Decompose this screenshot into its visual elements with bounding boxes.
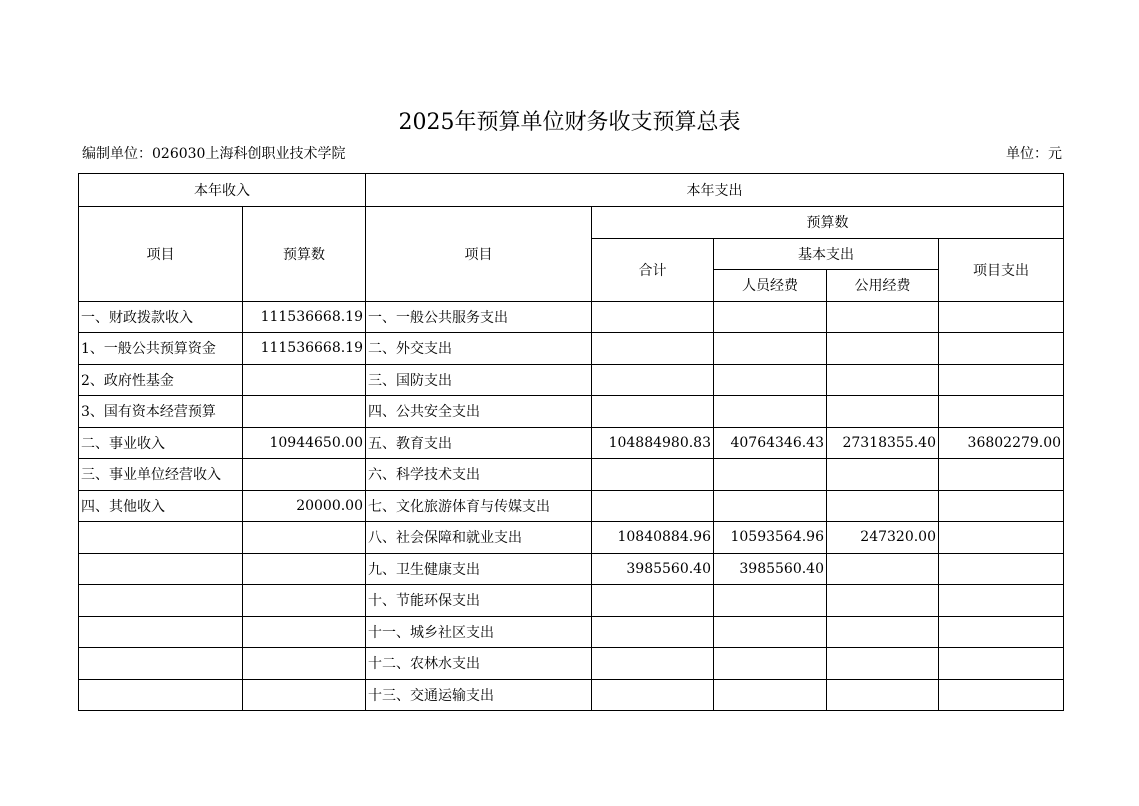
table-row xyxy=(79,364,1064,396)
total-header: 合计 xyxy=(592,238,714,301)
table-row xyxy=(79,679,1064,711)
personnel-cell: 10593564.96 xyxy=(714,522,827,554)
income-amount-cell xyxy=(243,679,366,711)
budget-summary-table xyxy=(78,173,1064,711)
budget-number-header: 预算数 xyxy=(592,207,1064,239)
table-row xyxy=(79,585,1064,617)
expense-item-cell: 十一、城乡社区支出 xyxy=(366,616,592,648)
project-cell xyxy=(939,490,1064,522)
personnel-cell: 3985560.40 xyxy=(714,553,827,585)
income-amount-cell xyxy=(243,396,366,428)
public-cell xyxy=(827,679,939,711)
personnel-header: 人员经费 xyxy=(714,270,827,302)
public-cell xyxy=(827,459,939,491)
section-header-row xyxy=(79,174,1064,207)
public-cell xyxy=(827,490,939,522)
income-item-cell: 四、其他收入 xyxy=(79,490,243,522)
personnel-cell xyxy=(714,459,827,491)
table-row xyxy=(79,301,1064,333)
total-cell xyxy=(592,585,714,617)
expense-item-cell: 四、公共安全支出 xyxy=(366,396,592,428)
personnel-cell: 40764346.43 xyxy=(714,427,827,459)
income-item-header: 项目 xyxy=(79,207,243,302)
total-cell xyxy=(592,396,714,428)
project-cell xyxy=(939,364,1064,396)
total-cell xyxy=(592,333,714,365)
income-item-cell xyxy=(79,585,243,617)
expense-item-cell: 七、文化旅游体育与传媒支出 xyxy=(366,490,592,522)
public-cell xyxy=(827,364,939,396)
basic-expense-header: 基本支出 xyxy=(714,238,939,270)
income-item-cell: 2、政府性基金 xyxy=(79,364,243,396)
income-amount-cell: 20000.00 xyxy=(243,490,366,522)
total-cell xyxy=(592,679,714,711)
public-cell xyxy=(827,648,939,680)
project-cell xyxy=(939,396,1064,428)
project-cell xyxy=(939,616,1064,648)
compiling-unit-label: 编制单位：026030上海科创职业技术学院 xyxy=(82,146,346,162)
personnel-cell xyxy=(714,396,827,428)
expense-item-header: 项目 xyxy=(366,207,592,302)
expense-item-cell: 六、科学技术支出 xyxy=(366,459,592,491)
project-cell xyxy=(939,679,1064,711)
total-cell: 10840884.96 xyxy=(592,522,714,554)
public-cell xyxy=(827,301,939,333)
income-item-cell: 1、一般公共预算资金 xyxy=(79,333,243,365)
income-amount-cell: 111536668.19 xyxy=(243,301,366,333)
project-cell xyxy=(939,585,1064,617)
total-cell xyxy=(592,648,714,680)
table-row xyxy=(79,490,1064,522)
total-cell xyxy=(592,490,714,522)
total-cell xyxy=(592,364,714,396)
expense-item-cell: 八、社会保障和就业支出 xyxy=(366,522,592,554)
public-header: 公用经费 xyxy=(827,270,939,302)
total-cell xyxy=(592,616,714,648)
income-item-cell: 3、国有资本经营预算 xyxy=(79,396,243,428)
table-row xyxy=(79,616,1064,648)
income-item-cell xyxy=(79,553,243,585)
public-cell: 247320.00 xyxy=(827,522,939,554)
project-cell xyxy=(939,301,1064,333)
income-amount-cell xyxy=(243,459,366,491)
project-cell xyxy=(939,553,1064,585)
income-amount-cell xyxy=(243,585,366,617)
public-cell xyxy=(827,585,939,617)
personnel-cell xyxy=(714,333,827,365)
column-header-row xyxy=(79,207,1064,239)
total-cell: 3985560.40 xyxy=(592,553,714,585)
table-row xyxy=(79,333,1064,365)
personnel-cell xyxy=(714,301,827,333)
personnel-cell xyxy=(714,585,827,617)
expense-item-cell: 十三、交通运输支出 xyxy=(366,679,592,711)
expense-item-cell: 十二、农林水支出 xyxy=(366,648,592,680)
income-amount-cell xyxy=(243,648,366,680)
table-row xyxy=(79,648,1064,680)
project-cell xyxy=(939,522,1064,554)
income-amount-cell: 111536668.19 xyxy=(243,333,366,365)
project-cell xyxy=(939,333,1064,365)
total-cell: 104884980.83 xyxy=(592,427,714,459)
personnel-cell xyxy=(714,364,827,396)
total-cell xyxy=(592,301,714,333)
income-item-cell xyxy=(79,522,243,554)
total-cell xyxy=(592,459,714,491)
expense-section-header: 本年支出 xyxy=(366,174,1064,207)
public-cell xyxy=(827,616,939,648)
expense-item-cell: 五、教育支出 xyxy=(366,427,592,459)
income-amount-cell xyxy=(243,553,366,585)
project-expense-header: 项目支出 xyxy=(939,238,1064,301)
table-row xyxy=(79,553,1064,585)
income-section-header: 本年收入 xyxy=(79,174,366,207)
table-row xyxy=(79,427,1064,459)
income-item-cell: 三、事业单位经营收入 xyxy=(79,459,243,491)
income-item-cell: 二、事业收入 xyxy=(79,427,243,459)
expense-item-cell: 十、节能环保支出 xyxy=(366,585,592,617)
page-title: 2025年预算单位财务收支预算总表 xyxy=(398,110,741,135)
public-cell: 27318355.40 xyxy=(827,427,939,459)
currency-unit-label: 单位：元 xyxy=(1006,146,1062,162)
income-item-cell xyxy=(79,648,243,680)
table-row xyxy=(79,522,1064,554)
public-cell xyxy=(827,333,939,365)
expense-item-cell: 一、一般公共服务支出 xyxy=(366,301,592,333)
income-amount-cell xyxy=(243,616,366,648)
personnel-cell xyxy=(714,616,827,648)
personnel-cell xyxy=(714,490,827,522)
personnel-cell xyxy=(714,679,827,711)
personnel-cell xyxy=(714,648,827,680)
public-cell xyxy=(827,396,939,428)
table-row xyxy=(79,396,1064,428)
income-amount-cell xyxy=(243,522,366,554)
income-budget-header: 预算数 xyxy=(243,207,366,302)
expense-item-cell: 二、外交支出 xyxy=(366,333,592,365)
project-cell xyxy=(939,648,1064,680)
expense-item-cell: 三、国防支出 xyxy=(366,364,592,396)
income-item-cell: 一、财政拨款收入 xyxy=(79,301,243,333)
table-row xyxy=(79,459,1064,491)
income-item-cell xyxy=(79,616,243,648)
income-amount-cell xyxy=(243,364,366,396)
project-cell: 36802279.00 xyxy=(939,427,1064,459)
expense-item-cell: 九、卫生健康支出 xyxy=(366,553,592,585)
project-cell xyxy=(939,459,1064,491)
public-cell xyxy=(827,553,939,585)
income-amount-cell: 10944650.00 xyxy=(243,427,366,459)
income-item-cell xyxy=(79,679,243,711)
